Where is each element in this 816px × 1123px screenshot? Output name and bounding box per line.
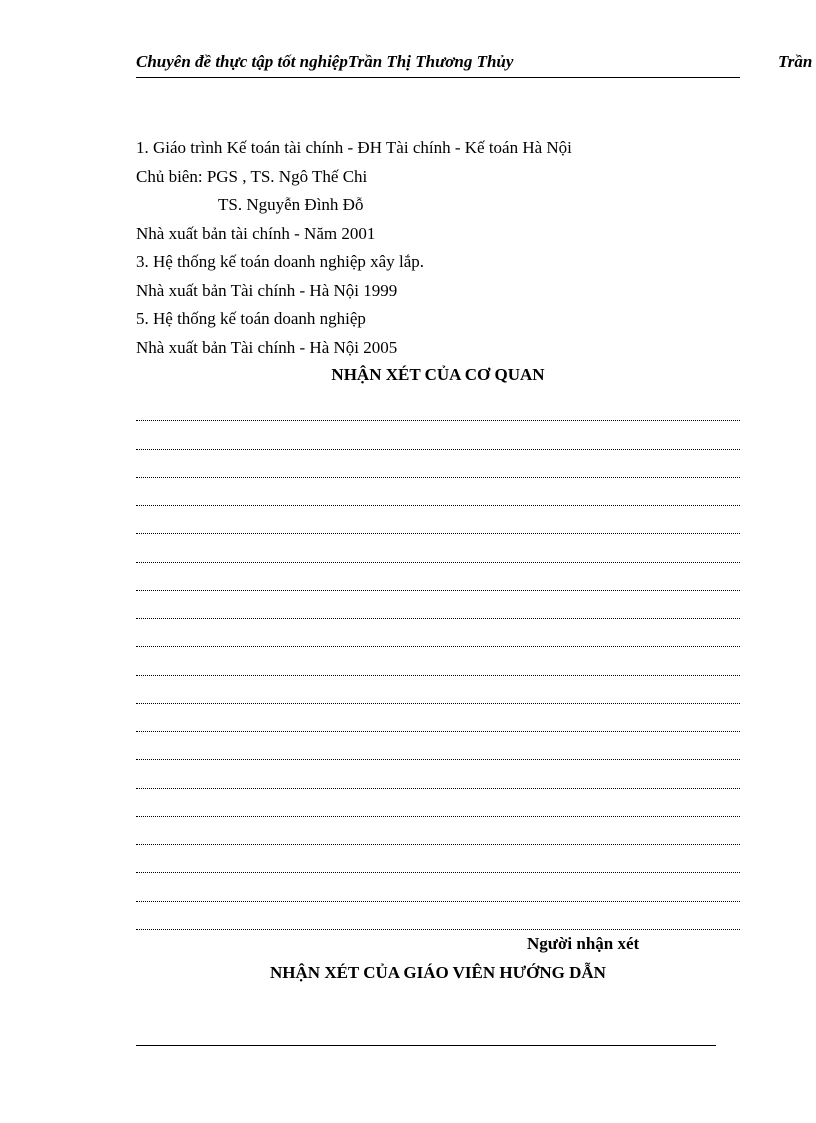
dotted-writing-line [136, 760, 740, 788]
dotted-writing-line [136, 789, 740, 817]
reference-line: Chủ biên: PGS , TS. Ngô Thế Chi [136, 166, 368, 186]
dotted-writing-line [136, 732, 740, 760]
dotted-writing-line [136, 563, 740, 591]
dotted-writing-line [136, 591, 740, 619]
dotted-writing-line [136, 873, 740, 901]
agency-review-heading: NHẬN XÉT CỦA CƠ QUAN [331, 365, 545, 384]
reference-list [136, 135, 572, 363]
running-header-author: Trần [778, 52, 813, 71]
dotted-writing-line [136, 450, 740, 478]
dotted-writing-line [136, 845, 740, 873]
supervisor-review-heading: NHẬN XÉT CỦA GIÁO VIÊN HƯỚNG DẪN [270, 963, 606, 982]
dotted-writing-line [136, 421, 740, 449]
dotted-writing-line [136, 817, 740, 845]
reference-line: Nhà xuất bản Tài chính - Hà Nội 2005 [136, 337, 398, 357]
dotted-writing-line [136, 506, 740, 534]
dotted-writing-line [136, 393, 740, 421]
dotted-writing-line [136, 619, 740, 647]
reference-line: 3. Hệ thống kế toán doanh nghiệp xây lắp. [136, 252, 424, 271]
reference-line: 1. Giáo trình Kế toán tài chính - ĐH Tài chính - Kế toán Hà Nội [136, 138, 572, 157]
reference-line: 5. Hệ thống kế toán doanh nghiệp [136, 309, 366, 328]
reviewer-signature-label: Người nhận xét [527, 934, 640, 953]
footer-divider [136, 1045, 716, 1046]
header-divider [136, 77, 740, 78]
dotted-writing-line [136, 704, 740, 732]
dotted-writing-line [136, 534, 740, 562]
agency-review-blank-lines [136, 393, 740, 930]
dotted-writing-line [136, 647, 740, 675]
dotted-writing-line [136, 902, 740, 930]
reference-line: TS. Nguyễn Đình Đỗ [218, 195, 364, 214]
dotted-writing-line [136, 478, 740, 506]
dotted-writing-line [136, 676, 740, 704]
running-header-title: Chuyên đề thực tập tốt nghiệpTrần Thị Thương Thủy [136, 52, 514, 71]
reference-line: Nhà xuất bản tài chính - Năm 2001 [136, 223, 376, 243]
reference-line: Nhà xuất bản Tài chính - Hà Nội 1999 [136, 280, 398, 300]
